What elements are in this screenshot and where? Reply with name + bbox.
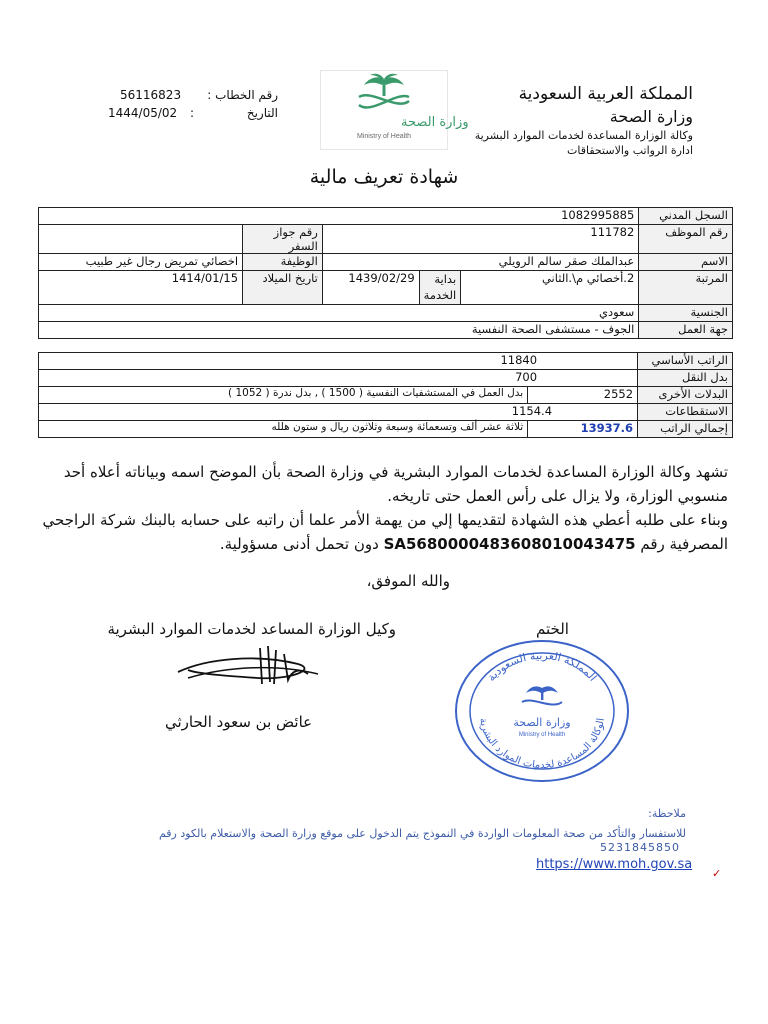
svg-text:المملكة العربية السعودية (485, 649, 600, 684)
agency-name: وكالة الوزارة المساعدة لخدمات الموارد البشرية (474, 129, 693, 142)
body-paragraph-2-start: وبناء على طلبه أعطي هذه الشهادة لتقديمها إلي من يهمة الأمر علما أن راتبه على حسابه بالبنك شركة الراجحي المصرفية رقم (42, 511, 728, 553)
red-check-mark: ✓ (712, 867, 722, 880)
stamp-palm-icon (526, 686, 558, 700)
birth-date-value: 1414/01/15 (39, 271, 243, 305)
seal-label: الختم (536, 620, 569, 638)
rank-label: المرتبة (639, 271, 733, 305)
moh-website-link[interactable]: https://www.moh.gov.sa (536, 857, 693, 872)
employee-number-label: رقم الموظف (639, 225, 733, 254)
name-value: عبدالملك صقر سالم الرويلي (322, 254, 638, 271)
passport-label: رقم جواز السفر (243, 225, 323, 254)
letter-number: 56116823 (120, 88, 182, 102)
official-stamp (452, 636, 632, 786)
body-paragraph-2 (42, 508, 728, 556)
job-value: اخصائي تمريض رجال غير طبيب (39, 254, 243, 271)
stamp-english-text: Ministry of Health (518, 732, 566, 738)
date-separator: : (190, 106, 195, 120)
signer-title: وكيل الوزارة المساعد لخدمات الموارد البشرية (107, 620, 396, 638)
transport-allowance-label: بدل النقل (638, 370, 733, 387)
total-salary-value: 13937.6 (528, 421, 638, 438)
workplace-label: جهة العمل (639, 322, 733, 339)
service-start-label: بداية الخدمة (419, 271, 460, 305)
stamp-ministry-text: وزارة الصحة (513, 716, 571, 729)
stamp-top-text: المملكة العربية السعودية (484, 648, 600, 684)
iban-number: SA5680000483608010043475 (383, 535, 636, 553)
logo-english-text: Ministry of Health (356, 133, 412, 140)
passport-value (39, 225, 243, 254)
verification-code: 5231845850 (600, 841, 680, 854)
palm-logo-icon (321, 71, 469, 149)
total-salary-label: إجمالي الراتب (638, 421, 733, 438)
employee-number-value: 111782 (322, 225, 638, 254)
note-label: ملاحظة: (648, 807, 686, 820)
other-allowances-detail: بدل العمل في المستشفيات النفسية ( 1500 ) , بدل ندرة ( 1052 ) (39, 387, 528, 404)
certificate-body (42, 460, 728, 556)
service-start-value: 1439/02/29 (322, 271, 419, 305)
birth-date-label: تاريخ الميلاد (243, 271, 323, 305)
basic-salary-value: 11840 (39, 353, 638, 370)
stamp-bottom-text: الوكالة المساعدة لخدمات الموارد البشرية (477, 717, 607, 772)
civil-id-label: السجل المدني (639, 208, 733, 225)
letter-number-label: رقم الخطاب : (207, 88, 278, 102)
page-title: شهادة تعريف مالية (309, 166, 459, 188)
closing-phrase: والله الموفق، (366, 572, 450, 590)
basic-salary-label: الراتب الأساسي (638, 353, 733, 370)
date-label: التاريخ (246, 106, 278, 120)
deductions-label: الاستقطاعات (638, 404, 733, 421)
logo-arabic-text: وزارة الصحة (401, 115, 469, 130)
deductions-value: 1154.4 (39, 404, 638, 421)
other-allowances-value: 2552 (528, 387, 638, 404)
nationality-label: الجنسية (639, 305, 733, 322)
letter-date: 1444/05/02 (108, 106, 178, 120)
body-paragraph-1: تشهد وكالة الوزارة المساعدة لخدمات الموارد البشرية في وزارة الصحة بأن الموضح اسمه وبياناته أعلاه أحد منسوبي الوزارة، ولا يزال على رأس العمل حتى تاريخه. (63, 463, 728, 505)
ministry-name: وزارة الصحة (609, 107, 693, 126)
civil-id-value: 1082995885 (39, 208, 639, 225)
job-label: الوظيفة (243, 254, 323, 271)
total-salary-words: ثلاثة عشر ألف وتسعمائة وسبعة وثلاثون ريال و ستون هلله (39, 421, 528, 438)
name-label: الاسم (639, 254, 733, 271)
workplace-value: الجوف - مستشفى الصحة النفسية (39, 322, 639, 339)
department-name: ادارة الرواتب والاستحقاقات (567, 144, 693, 157)
signer-name: عائض بن سعود الحارثي (165, 713, 313, 731)
letter-meta (108, 88, 278, 124)
salary-table (38, 352, 733, 438)
employee-info-table (38, 207, 733, 339)
handwritten-signature (168, 640, 338, 700)
moh-logo (320, 70, 469, 150)
transport-allowance-value: 700 (39, 370, 638, 387)
note-text: للاستفسار والتأكد من صحة المعلومات الواردة في النموذج يتم الدخول على موقع وزارة الصحة والاستعلام بالكود رقم (158, 827, 686, 840)
nationality-value: سعودي (39, 305, 639, 322)
kingdom-name: المملكة العربية السعودية (518, 84, 693, 104)
body-paragraph-2-end: دون تحمل أدنى مسؤولية. (219, 535, 379, 553)
rank-value: 2.أخصائي م\.الثاني (461, 271, 639, 305)
other-allowances-label: البدلات الأخرى (638, 387, 733, 404)
